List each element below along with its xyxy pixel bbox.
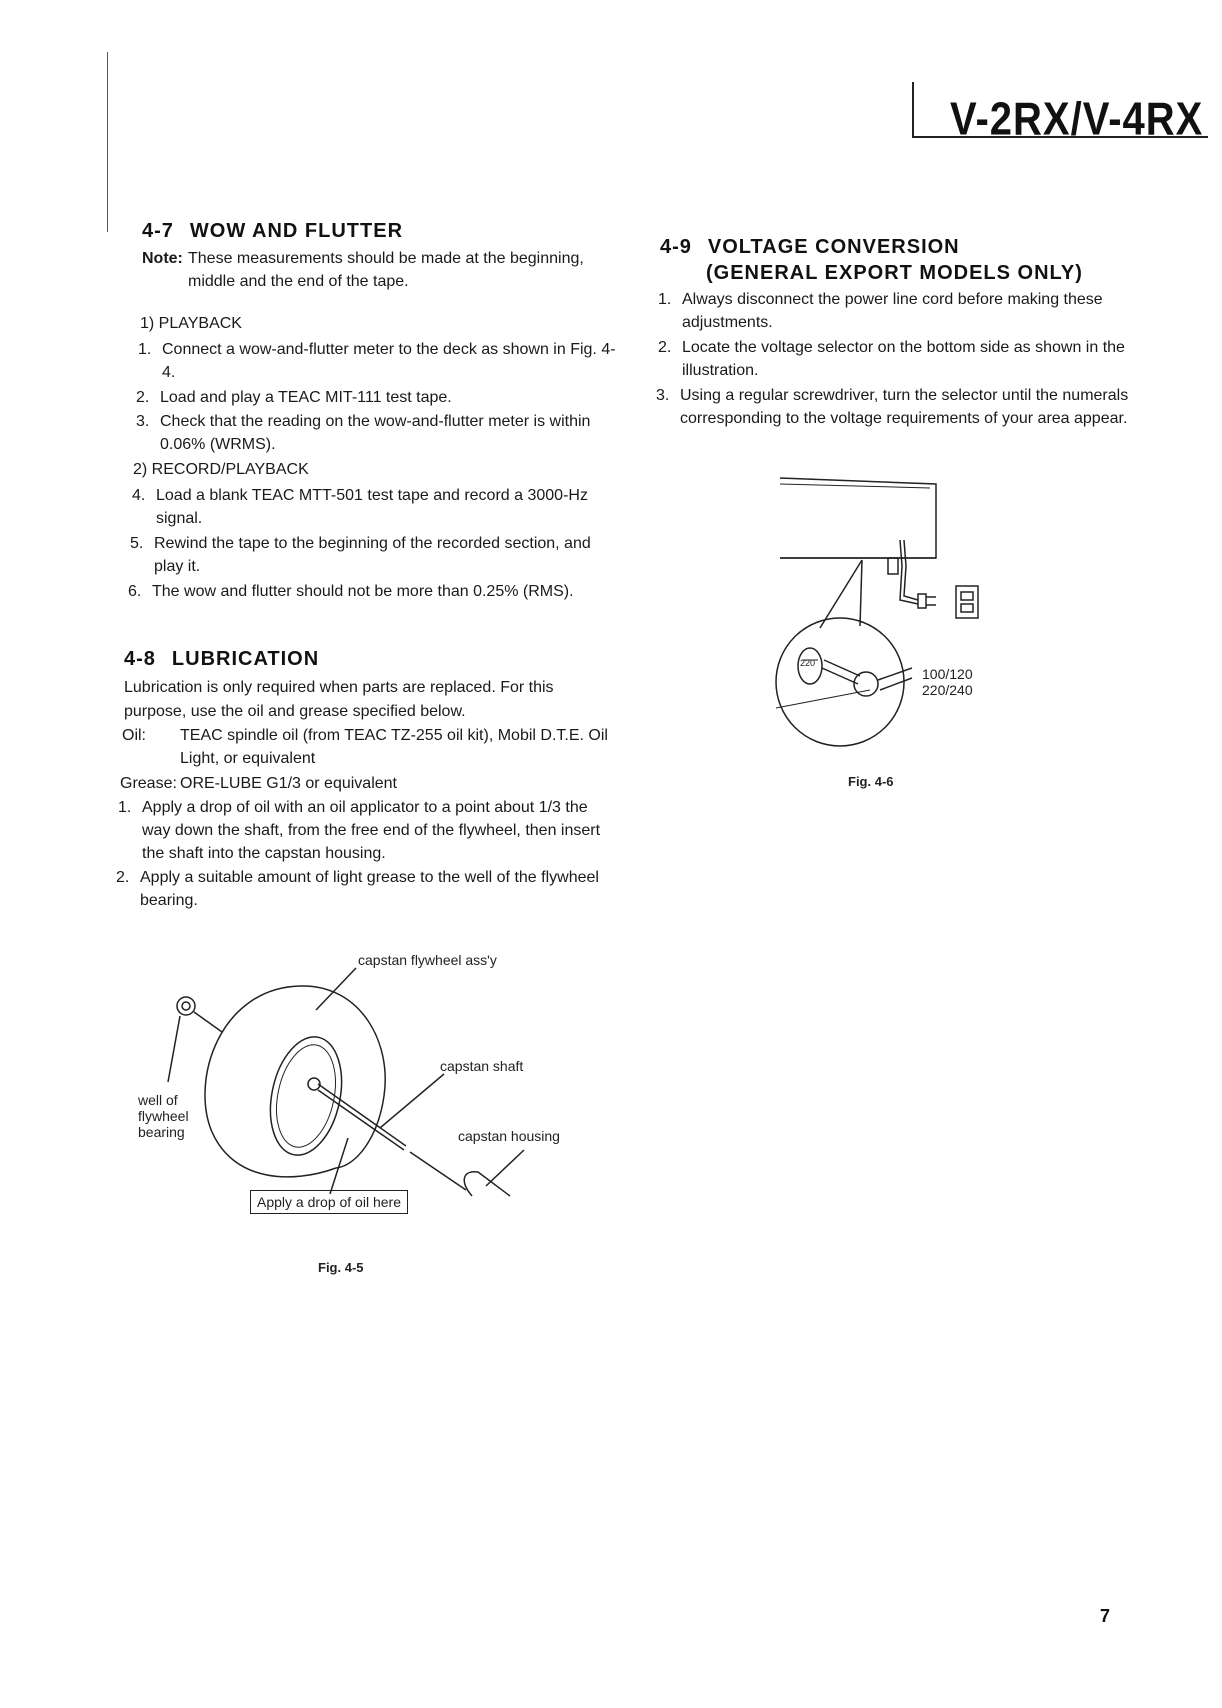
section-number: 4-7 — [142, 220, 174, 242]
fig-4-6-caption: Fig. 4-6 — [848, 774, 894, 789]
note-label: Note: — [142, 250, 183, 267]
model-title: V-2RX/V-4RX — [950, 94, 1204, 145]
page-number: 7 — [1100, 1606, 1111, 1626]
grease-label: Grease: — [120, 775, 177, 792]
grease-text: ORE-LUBE G1/3 or equivalent — [180, 775, 397, 792]
label-capstan-shaft: capstan shaft — [440, 1058, 524, 1074]
record-playback-label: 2) RECORD/PLAYBACK — [133, 461, 309, 478]
section-title: LUBRICATION — [171, 648, 320, 670]
label-well-line-2: flywheel — [138, 1108, 189, 1124]
section-number: 4-8 — [124, 648, 156, 670]
label-well-line-1: well of — [138, 1092, 178, 1108]
section-title: VOLTAGE CONVERSION — [707, 236, 960, 258]
header-rule-vertical — [912, 82, 914, 138]
section-4-8-heading — [124, 648, 319, 671]
section-title: WOW AND FLUTTER — [189, 220, 404, 242]
note-text: These measurements should be made at the beginning, middle and the end of the tape. — [188, 250, 584, 290]
section-4-9-subtitle: (GENERAL EXPORT MODELS ONLY) — [706, 262, 1083, 284]
voltage-option-1: 100/120 — [922, 666, 973, 682]
lubrication-intro: Lubrication is only required when parts are replaced. For this purpose, use the oil and grease specified below. — [124, 679, 554, 720]
section-4-9-heading — [660, 236, 960, 259]
label-capstan-flywheel: capstan flywheel ass'y — [358, 952, 497, 968]
selector-value: 220 — [800, 658, 816, 668]
section-number: 4-9 — [660, 236, 692, 258]
voltage-option-2: 220/240 — [922, 682, 973, 698]
scan-edge-line — [107, 52, 108, 232]
playback-label: 1) PLAYBACK — [140, 315, 242, 332]
section-4-7-heading — [142, 220, 403, 243]
oil-label: Oil: — [122, 727, 146, 744]
label-well-line-3: bearing — [138, 1124, 185, 1140]
label-capstan-housing: capstan housing — [458, 1128, 560, 1144]
oil-text: TEAC spindle oil (from TEAC TZ-255 oil kit), Mobil D.T.E. Oil Light, or equivalent — [180, 727, 608, 767]
fig-4-5-caption: Fig. 4-5 — [318, 1260, 364, 1275]
label-apply-oil-box: Apply a drop of oil here — [250, 1190, 408, 1214]
